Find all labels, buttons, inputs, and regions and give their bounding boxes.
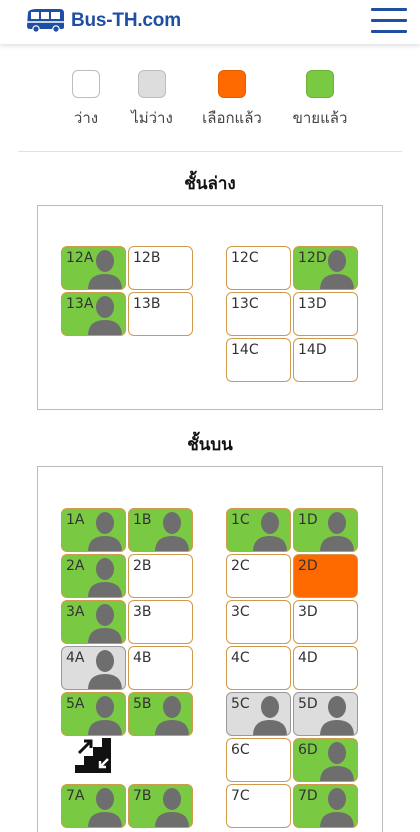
seat-14c[interactable] <box>226 338 291 382</box>
seat-label: 2C <box>231 558 250 574</box>
legend-unavailable <box>112 70 192 130</box>
person-icon <box>155 694 189 736</box>
seat-label: 3D <box>298 604 318 620</box>
seat-7b[interactable] <box>128 784 193 828</box>
seat-1d[interactable] <box>293 508 358 552</box>
seat-label: 3C <box>231 604 250 620</box>
seat-label: 3B <box>133 604 152 620</box>
seat-6d[interactable] <box>293 738 358 782</box>
divider <box>18 151 402 152</box>
seat-14d[interactable] <box>293 338 358 382</box>
seat-4b[interactable] <box>128 646 193 690</box>
legend-label: ไม่ว่าง <box>131 109 173 127</box>
seat-2d[interactable] <box>293 554 358 598</box>
person-icon <box>155 786 189 828</box>
seat-13a[interactable] <box>61 292 126 336</box>
legend-selected <box>192 70 272 130</box>
seat-1b[interactable] <box>128 508 193 552</box>
seat-3b[interactable] <box>128 600 193 644</box>
seat-label: 7C <box>231 788 250 804</box>
seat-label: 4D <box>298 650 318 666</box>
seat-3a[interactable] <box>61 600 126 644</box>
seat-label: 7B <box>133 788 152 804</box>
seat-label: 13C <box>231 296 259 312</box>
lower-deck-title: ชั้นล่าง <box>184 174 236 194</box>
seat-label: 14D <box>298 342 327 358</box>
person-icon <box>320 786 354 828</box>
seat-7a[interactable] <box>61 784 126 828</box>
person-icon <box>88 510 122 552</box>
seat-label: 5C <box>231 696 250 712</box>
seat-3d[interactable] <box>293 600 358 644</box>
seat-6c[interactable] <box>226 738 291 782</box>
person-icon <box>88 602 122 644</box>
seat-label: 4C <box>231 650 250 666</box>
legend-swatch-available <box>72 70 100 98</box>
seat-7d[interactable] <box>293 784 358 828</box>
seat-2b[interactable] <box>128 554 193 598</box>
legend-label: เลือกแล้ว <box>202 109 262 127</box>
person-icon <box>320 694 354 736</box>
seat-label: 13B <box>133 296 161 312</box>
seat-label: 2D <box>298 558 318 574</box>
seat-4a[interactable] <box>61 646 126 690</box>
site-logo[interactable] <box>24 8 181 34</box>
seat-5c[interactable] <box>226 692 291 736</box>
seat-13c[interactable] <box>226 292 291 336</box>
seat-label: 2A <box>66 558 85 574</box>
seat-4d[interactable] <box>293 646 358 690</box>
seat-label: 1A <box>66 512 85 528</box>
legend-sold <box>280 70 360 130</box>
seat-12c[interactable] <box>226 246 291 290</box>
person-icon <box>320 740 354 782</box>
seat-label: 7D <box>298 788 318 804</box>
seat-label: 12C <box>231 250 259 266</box>
seat-label: 5B <box>133 696 152 712</box>
seat-4c[interactable] <box>226 646 291 690</box>
bus-icon <box>24 8 66 34</box>
seat-5b[interactable] <box>128 692 193 736</box>
seat-1c[interactable] <box>226 508 291 552</box>
person-icon <box>88 694 122 736</box>
seat-13d[interactable] <box>293 292 358 336</box>
person-icon <box>88 648 122 690</box>
upper-deck-title: ชั้นบน <box>187 435 233 455</box>
legend-swatch-unavailable <box>138 70 166 98</box>
seat-label: 1B <box>133 512 152 528</box>
seat-label: 3A <box>66 604 85 620</box>
person-icon <box>155 510 189 552</box>
stairs-icon <box>75 737 111 773</box>
legend-swatch-selected <box>218 70 246 98</box>
seat-label: 6D <box>298 742 318 758</box>
seat-12a[interactable] <box>61 246 126 290</box>
seat-label: 5D <box>298 696 318 712</box>
seat-2c[interactable] <box>226 554 291 598</box>
seat-label: 4B <box>133 650 152 666</box>
seat-3c[interactable] <box>226 600 291 644</box>
legend-label: ว่าง <box>73 109 99 127</box>
seat-5d[interactable] <box>293 692 358 736</box>
site-name: Bus-TH.com <box>71 10 181 31</box>
seat-label: 5A <box>66 696 85 712</box>
person-icon <box>253 510 287 552</box>
seat-label: 6C <box>231 742 250 758</box>
person-icon <box>88 556 122 598</box>
person-icon <box>88 786 122 828</box>
seat-label: 12B <box>133 250 161 266</box>
hamburger-menu-icon[interactable] <box>371 8 407 34</box>
seat-12d[interactable] <box>293 246 358 290</box>
person-icon <box>320 510 354 552</box>
seat-label: 1C <box>231 512 250 528</box>
site-header <box>0 0 420 44</box>
seat-1a[interactable] <box>61 508 126 552</box>
seat-label: 13D <box>298 296 327 312</box>
seat-label: 4A <box>66 650 85 666</box>
seat-label: 2B <box>133 558 152 574</box>
seat-2a[interactable] <box>61 554 126 598</box>
seat-label: 12D <box>298 250 327 266</box>
seat-5a[interactable] <box>61 692 126 736</box>
seat-label: 13A <box>66 296 94 312</box>
person-icon <box>253 694 287 736</box>
legend-swatch-sold <box>306 70 334 98</box>
seat-label: 7A <box>66 788 85 804</box>
seat-label: 12A <box>66 250 94 266</box>
seat-12b[interactable] <box>128 246 193 290</box>
seat-label: 14C <box>231 342 259 358</box>
seat-7c[interactable] <box>226 784 291 828</box>
seat-13b[interactable] <box>128 292 193 336</box>
legend-label: ขายแล้ว <box>292 109 348 127</box>
seat-label: 1D <box>298 512 318 528</box>
